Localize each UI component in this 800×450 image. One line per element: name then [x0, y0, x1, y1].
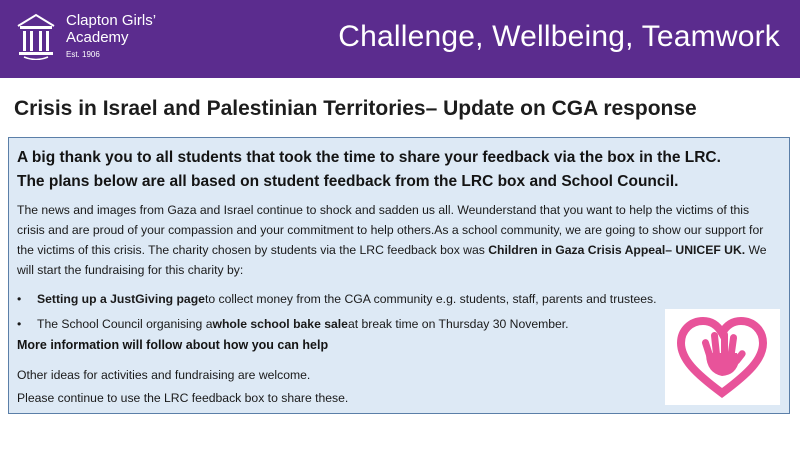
school-logo[interactable] [12, 8, 192, 70]
school-crest-icon [14, 12, 58, 60]
bullet-icon: • [17, 317, 22, 331]
other-ideas-text: Other ideas for activities and fundraising are welcome. [17, 368, 311, 382]
list-item-bake-sale: • The School Council organising awhole school bake saleat break time on Thursday 30 November. [17, 314, 569, 334]
school-name: Clapton Girls’ Academy [66, 12, 157, 46]
page-title: Crisis in Israel and Palestinian Territories– Update on CGA response [14, 97, 697, 120]
bullet-icon: • [17, 292, 22, 306]
lead-text [17, 146, 783, 194]
more-info-heading: More information will follow about how you can help [17, 338, 329, 352]
continue-text: Please continue to use the LRC feedback box to share these. [17, 391, 349, 405]
school-motto: Challenge, Wellbeing, Teamwork [338, 20, 780, 53]
list-item-justgiving: • Setting up a JustGiving pageto collect money from the CGA community e.g. students, staff, parents and trustees. [17, 289, 657, 309]
charity-name: Children in Gaza Crisis Appeal– UNICEF UK. [488, 243, 746, 257]
heart-hand-image [665, 309, 780, 405]
heart-hand-icon [665, 309, 780, 405]
header-banner [0, 0, 800, 78]
lead-line-2: The plans below are all based on student feedback from the LRC box and School Council. [17, 173, 679, 190]
body-paragraph: The news and images from Gaza and Israel continue to shock and sadden us all. Weunderstand that you want to help the victims of this crisis and are proud of your compassion and your commitment to help others.As a school community, we are going to show our support for the victims of this crisis. The charity chosen by students via the LRC feedback box was Children in Gaza Crisis Appeal– UNICEF UK. We will start the fundraising for this charity by: [17, 203, 767, 277]
lead-line-1: A big thank you to all students that took the time to share your feedback via the box in the LRC. [17, 149, 721, 166]
established-year: Est. 1906 [66, 50, 100, 59]
